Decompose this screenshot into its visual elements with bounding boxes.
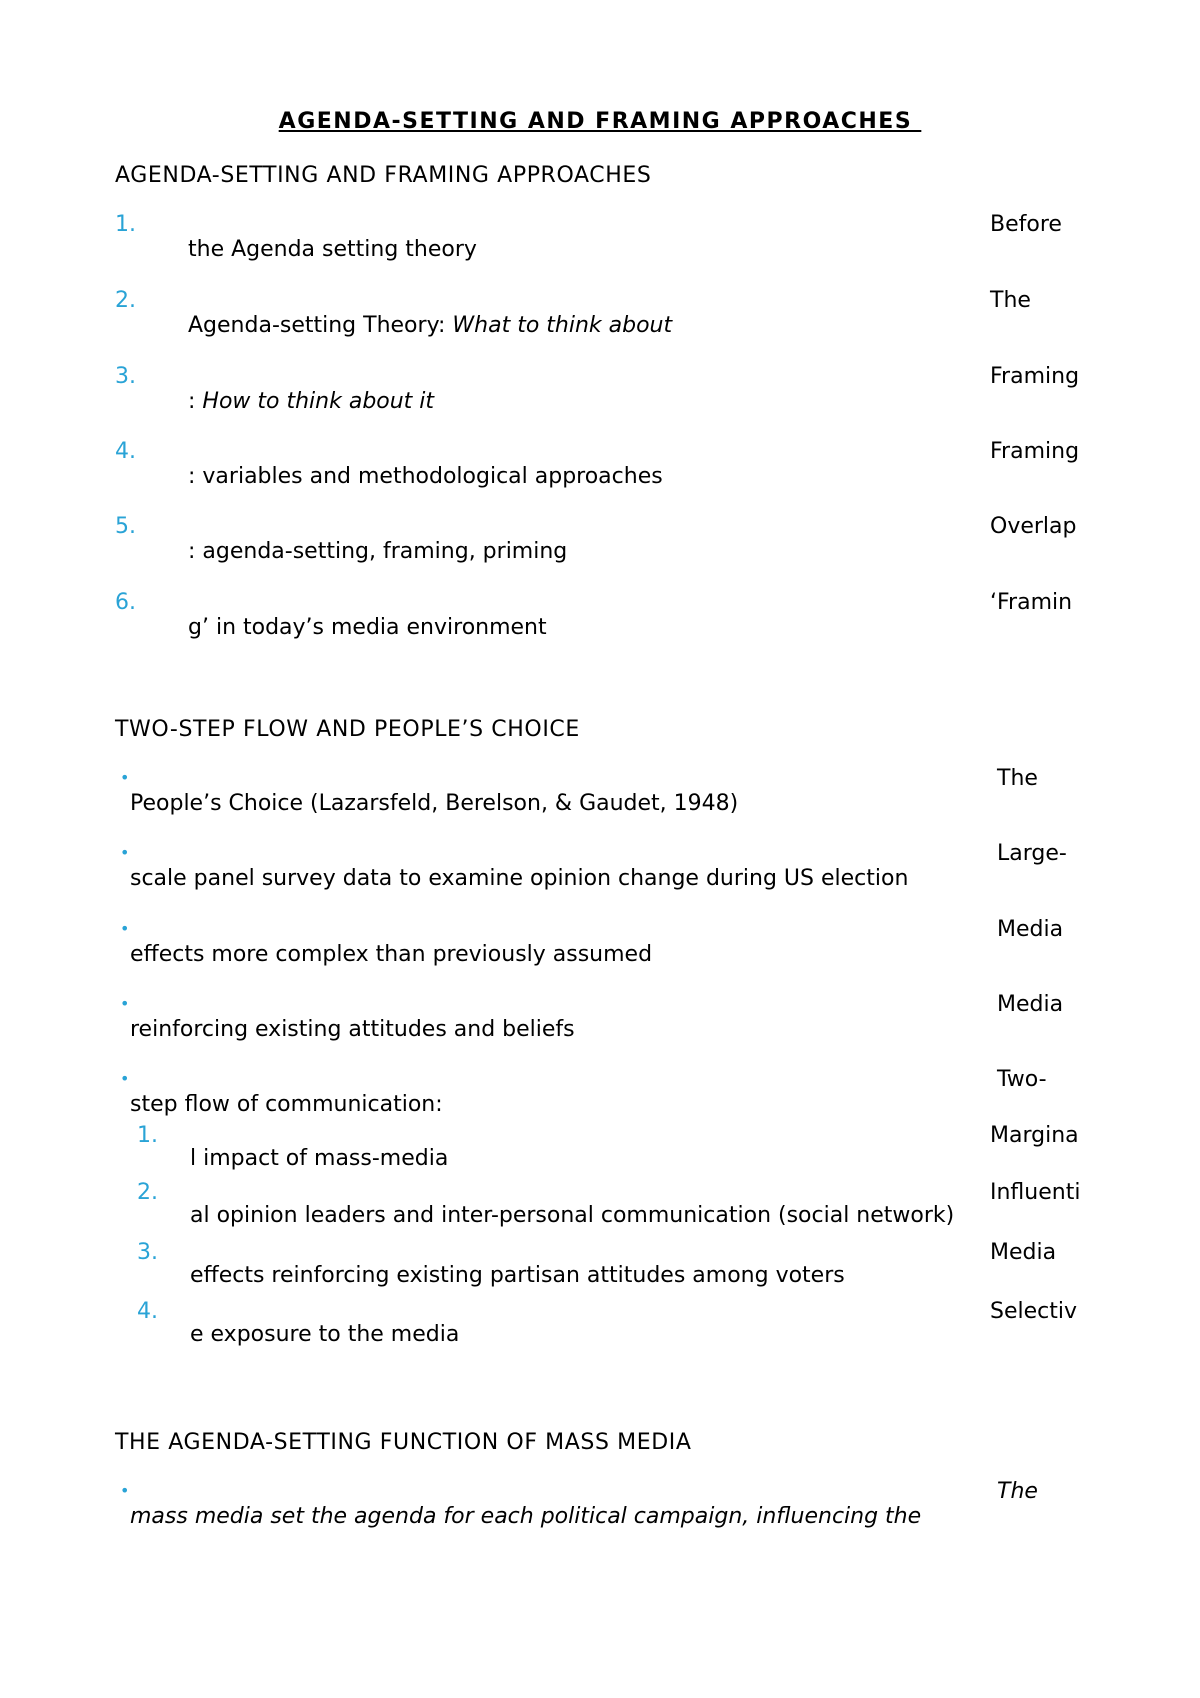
item-text: g’ in today’s media environment — [188, 615, 547, 640]
bullet-item — [0, 1479, 1200, 1539]
item-lead-word: Overlap — [990, 514, 1077, 539]
sub-list-item — [0, 1299, 1200, 1359]
item-lead-word: The — [990, 288, 1031, 313]
document-title: AGENDA-SETTING AND FRAMING APPROACHES — [278, 109, 922, 134]
item-text: effects more complex than previously assumed — [130, 942, 653, 967]
item-text: the Agenda setting theory — [188, 237, 477, 262]
list-item — [0, 590, 1200, 650]
item-text-italic: What to think about — [452, 313, 673, 338]
item-lead-word: Media — [997, 992, 1064, 1017]
item-text: : agenda-setting, framing, priming — [188, 539, 568, 564]
list-item — [0, 288, 1200, 348]
item-text-italic: How to think about it — [202, 389, 435, 414]
bullet-marker: • — [120, 994, 130, 1013]
item-lead-word: Selectiv — [990, 1299, 1078, 1324]
item-text: mass media set the agenda for each political campaign, influencing the — [130, 1504, 922, 1529]
list-number: 3. — [115, 364, 136, 389]
list-number: 3. — [137, 1240, 158, 1265]
bullet-item — [0, 766, 1200, 826]
bullet-marker: • — [120, 843, 130, 862]
list-number: 1. — [115, 212, 136, 237]
bullet-item — [0, 1067, 1200, 1127]
bullet-marker: • — [120, 768, 130, 787]
item-lead-word: The — [997, 1479, 1038, 1504]
list-item — [0, 364, 1200, 424]
sub-list-item — [0, 1123, 1200, 1183]
list-item — [0, 439, 1200, 499]
item-text: effects reinforcing existing partisan attitudes among voters — [190, 1263, 845, 1288]
item-text: l impact of mass-media — [190, 1146, 449, 1171]
item-lead-word: Margina — [990, 1123, 1079, 1148]
bullet-marker: • — [120, 1481, 130, 1500]
item-lead-word: The — [997, 766, 1038, 791]
item-text: : How to think about it — [188, 389, 435, 414]
list-number: 6. — [115, 590, 136, 615]
bullet-item — [0, 841, 1200, 901]
item-lead-word: Media — [997, 917, 1064, 942]
list-number: 5. — [115, 514, 136, 539]
item-text: Agenda-setting Theory: What to think about — [188, 313, 673, 338]
bullet-item — [0, 917, 1200, 977]
list-item — [0, 514, 1200, 574]
item-lead-word: Large- — [997, 841, 1067, 866]
sub-list-item — [0, 1240, 1200, 1300]
list-number: 2. — [115, 288, 136, 313]
sub-list-item — [0, 1180, 1200, 1240]
bullet-item — [0, 992, 1200, 1052]
bullet-marker: • — [120, 1069, 130, 1088]
item-lead-word: Before — [990, 212, 1062, 237]
item-text: reinforcing existing attitudes and beliefs — [130, 1017, 575, 1042]
section-heading-agenda-setting-function: THE AGENDA-SETTING FUNCTION OF MASS MEDIA — [115, 1430, 692, 1455]
item-lead-word: Framing — [990, 439, 1080, 464]
item-text: e exposure to the media — [190, 1322, 460, 1347]
section-heading-two-step-flow: TWO-STEP FLOW AND PEOPLE’S CHOICE — [115, 717, 580, 742]
item-text: : variables and methodological approaches — [188, 464, 663, 489]
section-heading-agenda-framing: AGENDA-SETTING AND FRAMING APPROACHES — [115, 163, 652, 188]
item-lead-word: Influenti — [990, 1180, 1081, 1205]
item-lead-word: Two- — [997, 1067, 1047, 1092]
item-text: al opinion leaders and inter-personal communication (social network) — [190, 1203, 955, 1228]
item-lead-word: ‘Framin — [990, 590, 1073, 615]
item-text: People’s Choice (Lazarsfeld, Berelson, & Gaudet, 1948) — [130, 791, 739, 816]
list-number: 2. — [137, 1180, 158, 1205]
bullet-marker: • — [120, 919, 130, 938]
list-number: 1. — [137, 1123, 158, 1148]
item-text: scale panel survey data to examine opinion change during US election — [130, 866, 909, 891]
item-lead-word: Framing — [990, 364, 1080, 389]
list-item — [0, 212, 1200, 272]
list-number: 4. — [137, 1299, 158, 1324]
item-lead-word: Media — [990, 1240, 1057, 1265]
item-text: step flow of communication: — [130, 1092, 443, 1117]
list-number: 4. — [115, 439, 136, 464]
